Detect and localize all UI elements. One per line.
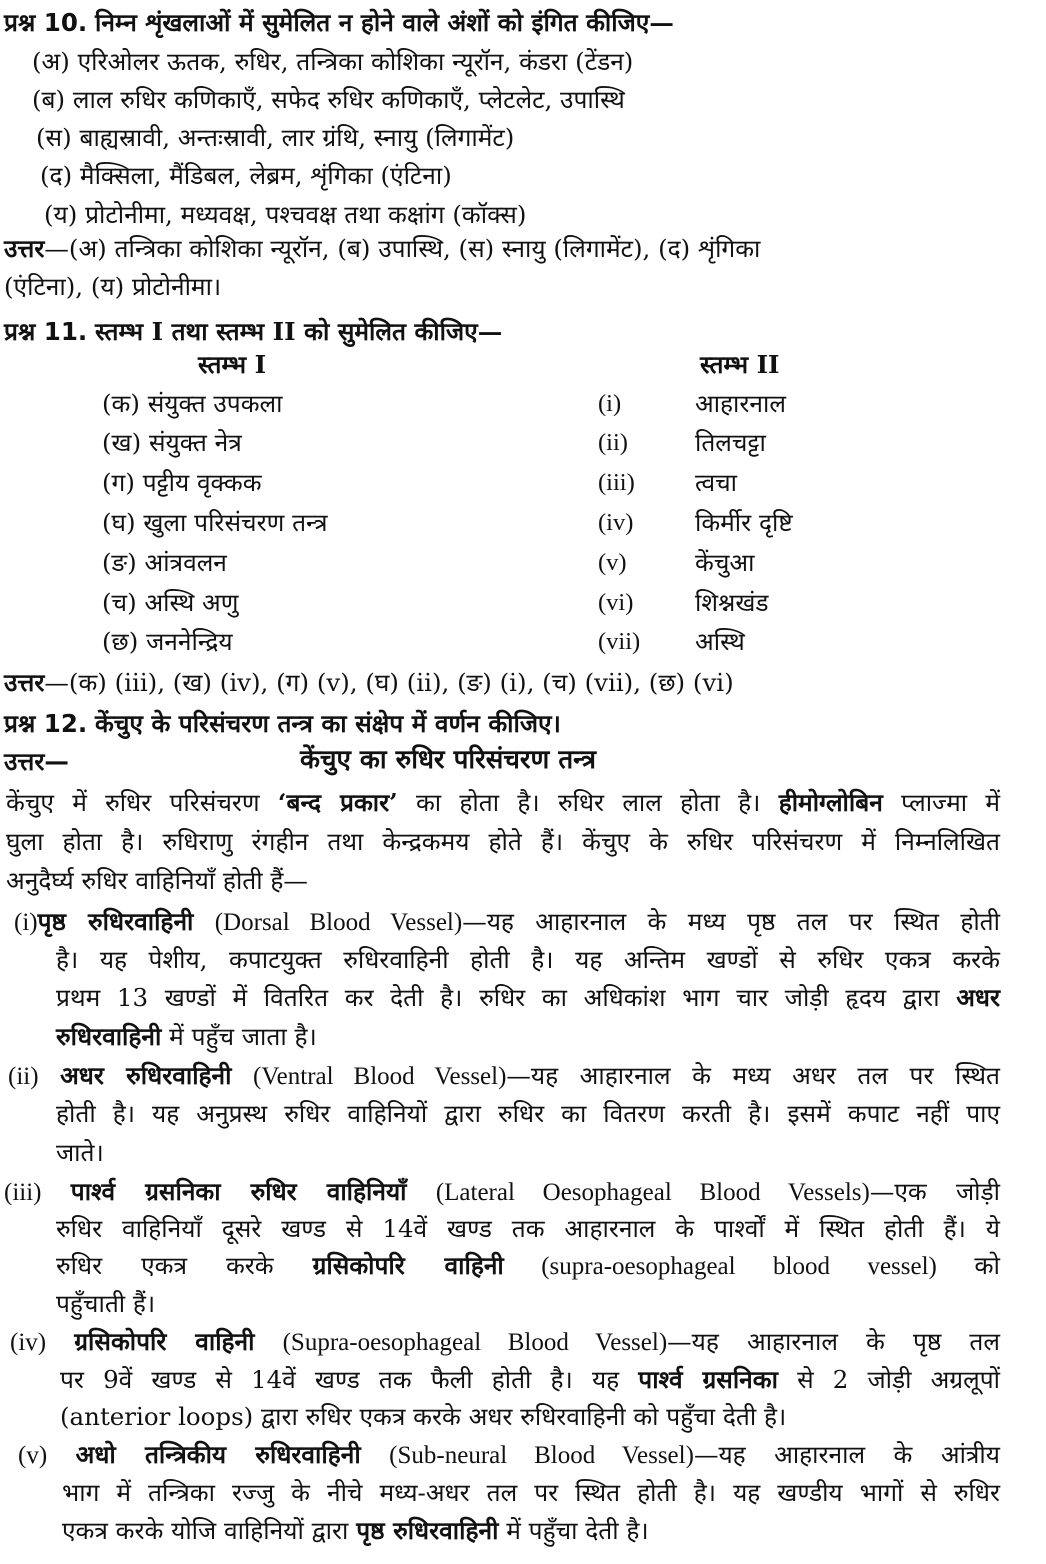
vessel-item-ii-line2: होती है। यह अनुप्रस्थ रुधिर वाहिनियों द्वारा रुधिर का वितरण करती है। इसमें कपाट नहीं पाए [56, 1099, 1000, 1128]
q10-answer-line1 [4, 230, 994, 268]
q12-question [4, 705, 561, 743]
q11-answer [4, 664, 734, 702]
item-bold: रुधिरवाहिनी [56, 1022, 162, 1051]
vessel-item-iii-line4: पहुँचाती हैं। [56, 1289, 156, 1318]
q12-answer-label: उत्तर— [4, 747, 69, 776]
q10-option-e: (य) प्रोटोनीमा, मध्यवक्ष, पश्चवक्ष तथा कक्षांग (कॉक्स) [44, 200, 527, 229]
q11-row-right: किर्मीर दृष्टि [695, 508, 793, 537]
intro-bold-haemoglobin: हीमोग्लोबिन [778, 788, 883, 817]
vessel-item-i-line1 [14, 903, 1000, 941]
q11-col1-header: स्तम्भ I [198, 350, 267, 379]
q11-label: प्रश्न 11. [4, 317, 88, 346]
vessel-item-i-line4 [56, 1018, 317, 1056]
q11-row-num: (v) [598, 549, 627, 576]
q10-answer-line2: (एंटिना), (य) प्रोटोनीमा। [4, 272, 222, 301]
item-bold: पृष्ठ रुधिरवाहिनी [356, 1516, 499, 1545]
intro-text: का होता है। रुधिर लाल होता है। [397, 788, 779, 817]
item-text: —यह आहारनाल के मध्य अधर तल पर स्थित [506, 1061, 1000, 1090]
item-text: —यह आहारनाल के आंत्रीय [693, 1440, 1000, 1469]
item-number: (v) [18, 1442, 48, 1469]
q10-answer-text: —(अ) तन्त्रिका कोशिका न्यूरॉन, (ब) उपास्थि, (स) स्नायु (लिगामेंट), (द) शृंगिका [44, 234, 761, 263]
q11-col2-header: स्तम्भ II [700, 350, 780, 379]
vessel-item-v-line1 [18, 1436, 1000, 1474]
q12-intro-line3: अनुदैर्घ्य रुधिर वाहिनियाँ होती हैं— [6, 866, 308, 895]
item-text: —यह आहारनाल के मध्य पृष्ठ तल पर स्थित होती [462, 907, 1000, 936]
q11-row-left: (छ) जननेन्द्रिय [102, 627, 233, 656]
vessel-item-i-line3 [56, 979, 1000, 1017]
item-text: में पहुँचा देती है। [498, 1516, 649, 1545]
item-latin: (Sub-neural Blood Vessel) [389, 1442, 694, 1469]
item-latin: (Ventral Blood Vessel) [253, 1063, 507, 1090]
q10-question [4, 4, 674, 42]
item-text: एकत्र करके योजि वाहिनियों द्वारा [62, 1516, 357, 1545]
q10-answer-label: उत्तर [4, 234, 45, 263]
q11-row-num: (vi) [598, 589, 634, 616]
item-bold: ग्रसिकोपरि वाहिनी [312, 1251, 504, 1280]
q11-row-left: (ङ) आंत्रवलन [102, 548, 227, 577]
item-number: (iv) [10, 1329, 47, 1356]
q12-heading: केंचुए का रुधिर परिसंचरण तन्त्र [300, 745, 596, 775]
q11-row-num: (i) [598, 390, 622, 417]
item-number: (i) [14, 909, 38, 936]
item-text: पर 9वें खण्ड से 14वें खण्ड तक फैली होती है। यह [60, 1365, 639, 1394]
q10-option-a: (अ) एरिओलर ऊतक, रुधिर, तन्त्रिका कोशिका न्यूरॉन, कंडरा (टेंडन) [32, 47, 634, 76]
q11-answer-label: उत्तर [4, 668, 45, 697]
vessel-item-iv-line3: (anterior loops) द्वारा रुधिर एकत्र करके अधर रुधिरवाहिनी को पहुँचा देती है। [60, 1402, 787, 1431]
item-number: (ii) [8, 1063, 39, 1090]
vessel-item-i-line2: है। यह पेशीय, कपाटयुक्त रुधिरवाहिनी होती है। यह अन्तिम खण्डों से रुधिर एकत्र करके [56, 945, 1000, 974]
vessel-item-ii-line1 [8, 1057, 1000, 1095]
q12-text: केंचुए के परिसंचरण तन्त्र का संक्षेप में वर्णन कीजिए। [95, 709, 561, 738]
vessel-item-iv-line2 [60, 1361, 1000, 1399]
item-latin: (supra-oesophageal blood vessel) को [503, 1253, 1000, 1280]
vessel-item-v-line3 [62, 1512, 649, 1550]
q11-row-num: (iv) [598, 509, 634, 536]
q11-row-right: शिश्नखंड [695, 588, 769, 617]
intro-bold-closed-type: ‘बन्द प्रकार’ [277, 788, 398, 817]
item-text: प्रथम 13 खण्डों में वितरित कर देती है। रुधिर का अधिकांश भाग चार जोड़ी हृदय द्वारा [56, 983, 957, 1012]
q11-row-left: (ख) संयुक्त नेत्र [102, 428, 242, 457]
item-latin: (Supra-oesophageal Blood Vessel) [282, 1329, 668, 1356]
vessel-item-iii-line2: रुधिर वाहिनियाँ दूसरे खण्ड से 14वें खण्ड तक आहारनाल के पार्श्वों में स्थित होती हैं। ये [56, 1214, 1000, 1243]
q11-row-right: अस्थि [695, 627, 745, 656]
item-text: से 2 जोड़ी अग्रलूपों [777, 1365, 1000, 1394]
item-term: अधो तन्त्रिकीय रुधिरवाहिनी [75, 1440, 361, 1469]
q11-row-right: केंचुआ [695, 548, 755, 577]
q10-option-c: (स) बाह्यस्रावी, अन्तःस्रावी, लार ग्रंथि, स्नायु (लिगामेंट) [36, 123, 515, 152]
q11-row-left: (च) अस्थि अणु [102, 588, 239, 617]
q11-row-right: आहारनाल [695, 389, 786, 418]
q11-row-num: (vii) [598, 628, 641, 655]
q11-row-num: (iii) [598, 469, 635, 496]
item-text: —एक जोड़ी [869, 1177, 1000, 1206]
q10-text: निम्न शृंखलाओं में सुमेलित न होने वाले अंशों को इंगित कीजिए— [95, 8, 674, 37]
q11-text: स्तम्भ I तथा स्तम्भ II को सुमेलित कीजिए— [95, 317, 503, 346]
q12-intro-line1 [6, 784, 1000, 822]
intro-text: प्लाज्मा में [882, 788, 1000, 817]
q11-row-left: (ग) पट्टीय वृक्कक [102, 468, 262, 497]
item-term: पृष्ठ रुधिरवाहिनी [37, 907, 194, 936]
item-latin: (Lateral Oesophageal Blood Vessels) [435, 1179, 870, 1206]
vessel-item-iii-line3 [56, 1247, 1000, 1285]
vessel-item-ii-line3: जाते। [56, 1138, 104, 1167]
q12-intro-line2: घुला होता है। रुधिराणु रंगहीन तथा केन्द्रकमय होते हैं। केंचुए के रुधिर परिसंचरण में निम्नलिखित [6, 827, 1000, 856]
q11-row-left: (क) संयुक्त उपकला [102, 389, 283, 418]
q11-row-left: (घ) खुला परिसंचरण तन्त्र [102, 508, 328, 537]
item-text: में पहुँच जाता है। [161, 1022, 317, 1051]
vessel-item-iv-line1 [10, 1323, 1000, 1361]
intro-text: केंचुए में रुधिर परिसंचरण [6, 788, 278, 817]
item-term: पार्श्व ग्रसनिका रुधिर वाहिनियाँ [70, 1177, 407, 1206]
q11-row-right: तिलचट्टा [695, 428, 766, 457]
item-number: (iii) [4, 1179, 42, 1206]
q12-label: प्रश्न 12. [4, 709, 88, 738]
q11-answer-text: —(क) (iii), (ख) (iv), (ग) (v), (घ) (ii), (ङ) (i), (च) (vii), (छ) (vi) [44, 668, 734, 697]
q11-row-num: (ii) [598, 429, 628, 456]
vessel-item-v-line2: भाग में तन्त्रिका रज्जु के नीचे मध्य-अधर तल पर स्थित होती है। यह खण्डीय भागों से रुधिर [62, 1478, 1000, 1507]
q10-option-d: (द) मैक्सिला, मैंडिबल, लेब्रम, शृंगिका (एंटिना) [40, 161, 452, 190]
item-bold: अधर [956, 983, 1000, 1012]
q12-answer-label-line [4, 743, 69, 781]
q10-label: प्रश्न 10. [4, 8, 88, 37]
item-latin: (Dorsal Blood Vessel) [214, 909, 463, 936]
item-term: अधर रुधिरवाहिनी [60, 1061, 232, 1090]
item-text: रुधिर एकत्र करके [56, 1251, 313, 1280]
item-bold: पार्श्व ग्रसनिका [638, 1365, 778, 1394]
item-text: —यह आहारनाल के पृष्ठ तल [667, 1327, 1000, 1356]
q11-row-right: त्वचा [695, 468, 738, 497]
q10-option-b: (ब) लाल रुधिर कणिकाएँ, सफेद रुधिर कणिकाएँ, प्लेटलेट, उपास्थि [32, 85, 625, 114]
item-term: ग्रसिकोपरि वाहिनी [74, 1327, 255, 1356]
vessel-item-iii-line1 [4, 1173, 1000, 1211]
